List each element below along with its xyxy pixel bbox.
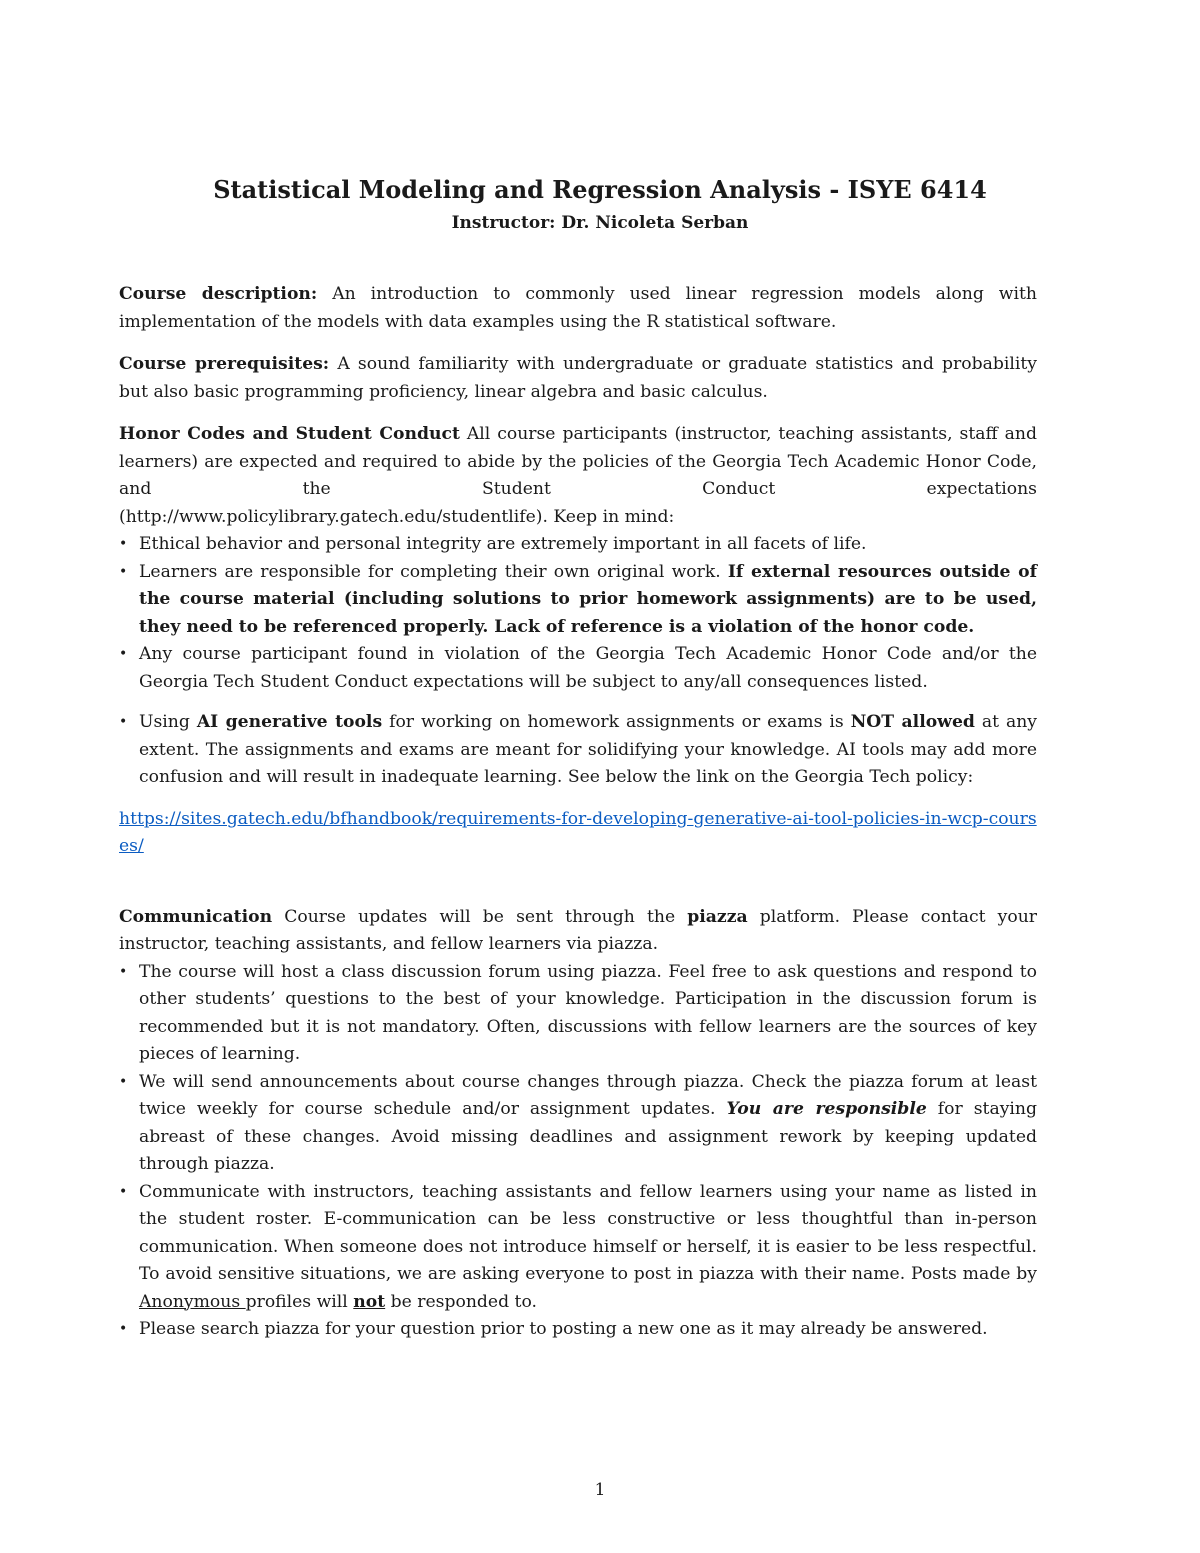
- list-item: • Learners are responsible for completing their own original work. If external resources outside of the course material (including solutions to prior homework assignments) are to be used, they need to be referenced properly. Lack of reference is a violation of the honor code.: [119, 559, 1037, 642]
- course-description-label: Course description:: [119, 284, 318, 304]
- honor-code-paragraph-cont: [119, 504, 1037, 532]
- bullet-icon: •: [119, 1073, 128, 1090]
- honor-code-policy-url: (http://www.policylibrary.gatech.edu/studentlife). Keep in mind:: [119, 506, 675, 527]
- honor-code-paragraph: [119, 421, 1037, 504]
- list-item: • We will send announcements about course changes through piazza. Check the piazza forum at least twice weekly for course schedule and/or assignment updates. You are responsible for staying abreast of these changes. Avoid missing deadlines and assignment rework by keeping updated through piazza.: [119, 1069, 1037, 1179]
- document-title: Statistical Modeling and Regression Analysis - ISYE 6414: [213, 175, 987, 204]
- policy-link-paragraph: [119, 806, 1037, 861]
- list-item: • Please search piazza for your question prior to posting a new one as it may already be answered.: [119, 1316, 1037, 1344]
- list-item: • The course will host a class discussion forum using piazza. Feel free to ask questions and respond to other students’ questions to the best of your knowledge. Participation in the discussion forum is recommended but it is not mandatory. Often, discussions with fellow learners are the sources of key pieces of learning.: [119, 959, 1037, 1069]
- list-item: • Communicate with instructors, teaching assistants and fellow learners using your name as listed in the student roster. E-communication can be less constructive or less thoughtful than in-person communication. When someone does not introduce himself or herself, it is easier to be less respectful. To avoid sensitive situations, we are asking everyone to post in piazza with their name. Posts made by Anonymous profiles will not be responded to.: [119, 1179, 1037, 1317]
- ai-policy-link[interactable]: https://sites.gatech.edu/bfhandbook/requirements-for-developing-generative-ai-tool-policies-in-wcp-courses/: [119, 808, 1037, 856]
- communication-paragraph: Communication Course updates will be sent through the piazza platform. Please contact your instructor, teaching assistants, and fellow learners via piazza.: [119, 906, 1037, 954]
- bullet-icon: •: [119, 714, 128, 730]
- honor-code-text: All course participants (instructor, teaching assistants, staff and learners) are expected and required to abide by the policies of the Georgia Tech Academic Honor Code, and the Student Conduct expectations: [119, 424, 1037, 499]
- course-description-text: An introduction to commonly used linear regression models along with implementation of the models with data examples using the R statistical software.: [119, 284, 1037, 332]
- honor-code-label: Honor Codes and Student Conduct: [119, 424, 460, 444]
- bullet-icon: •: [119, 646, 128, 662]
- instructor-line: Instructor: Dr. Nicoleta Serban: [451, 213, 749, 233]
- bullet-icon: •: [119, 963, 128, 980]
- bullet-icon: •: [119, 563, 128, 580]
- spacer: [119, 861, 1037, 904]
- course-prerequisites-label: Course prerequisites:: [119, 354, 330, 374]
- course-description-paragraph: [119, 281, 1037, 336]
- communication-label: Communication: [119, 906, 273, 927]
- bullet-icon: •: [119, 1321, 128, 1337]
- page-number: 1: [594, 1480, 606, 1500]
- bullet-icon: •: [119, 1183, 128, 1200]
- list-item: • Any course participant found in violation of the Georgia Tech Academic Honor Code and/or the Georgia Tech Student Conduct expectations will be subject to any/all consequences listed.: [119, 641, 1037, 696]
- course-prerequisites-paragraph: [119, 351, 1037, 406]
- bullet-icon: •: [119, 536, 128, 552]
- list-item: • Using AI generative tools for working on homework assignments or exams is NOT allowed at any extent. The assignments and exams are meant for solidifying your knowledge. AI tools may add more confusion and will result in inadequate learning. See below the link on the Georgia Tech policy:: [119, 709, 1037, 792]
- honor-code-bullets: [119, 531, 1037, 792]
- communication-bullets: [119, 959, 1037, 1344]
- course-prerequisites-text: A sound familiarity with undergraduate or graduate statistics and probability but also basic programming proficiency, linear algebra and basic calculus.: [119, 354, 1037, 402]
- document-body: [119, 281, 1037, 1344]
- list-item: • Ethical behavior and personal integrity are extremely important in all facets of life.: [119, 531, 1037, 559]
